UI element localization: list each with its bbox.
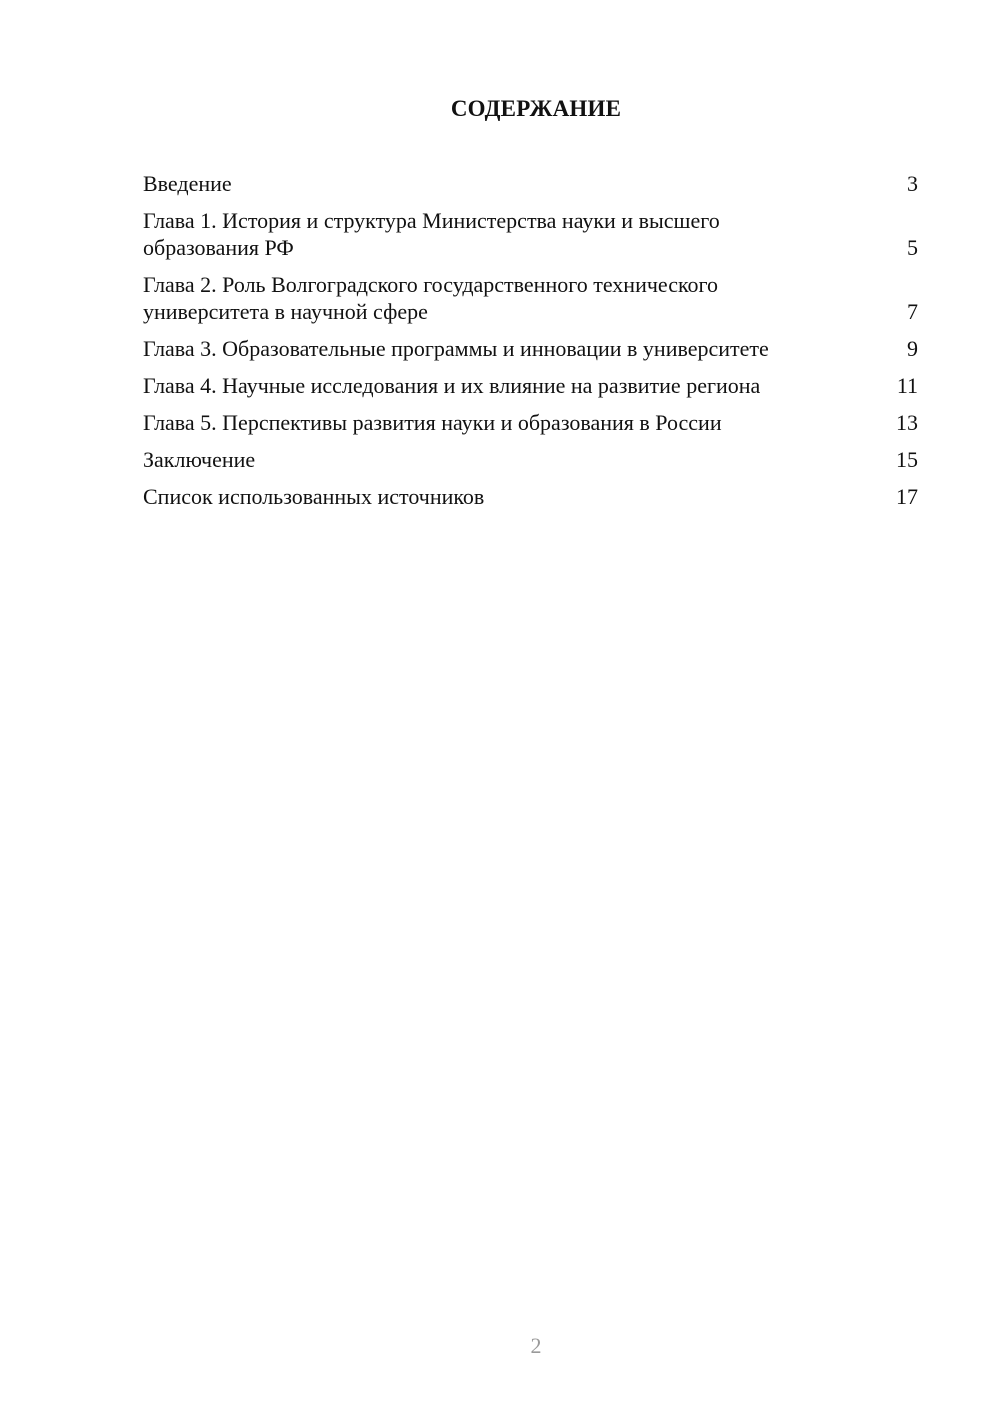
toc-entry-chapter-5 [143,409,918,436]
toc-entry-chapter-4 [143,372,918,399]
toc-entry-chapter-3 [143,335,918,362]
toc-entry-page: 13 [896,410,918,435]
toc-entry-conclusion [143,446,918,473]
toc-entry-text: Заключение [143,447,256,472]
toc-entry-page: 11 [896,373,918,398]
toc-entry-page: 7 [907,299,918,324]
toc-entry-introduction [143,170,918,197]
toc-entry-chapter-2 [143,271,918,325]
toc-entry-text: Глава 4. Научные исследования и их влияние на развитие региона [143,373,761,398]
toc-entry-text: Глава 1. История и структура Министерства науки и высшего образования РФ [143,208,720,260]
toc-entry-page: 15 [896,447,918,472]
toc-entry-page: 3 [907,171,918,196]
toc-entry-page: 5 [907,235,918,260]
toc-entry-text: Глава 5. Перспективы развития науки и образования в России [143,410,722,435]
toc-entry-page: 17 [896,484,918,509]
toc-entry-chapter-1 [143,207,918,261]
toc-entry-text: Глава 2. Роль Волгоградского государственного технического университета в научной сфере [143,272,719,324]
toc-entry-text: Глава 3. Образовательные программы и инновации в университете [143,336,769,361]
toc-entry-page: 9 [907,336,918,361]
toc-entry-text: Список использованных источников [143,484,485,509]
toc-entry-text: Введение [143,171,232,196]
table-of-contents [143,170,918,520]
page-number: 2 [530,1333,542,1358]
toc-entry-references [143,483,918,510]
toc-title: СОДЕРЖАНИЕ [450,96,622,121]
